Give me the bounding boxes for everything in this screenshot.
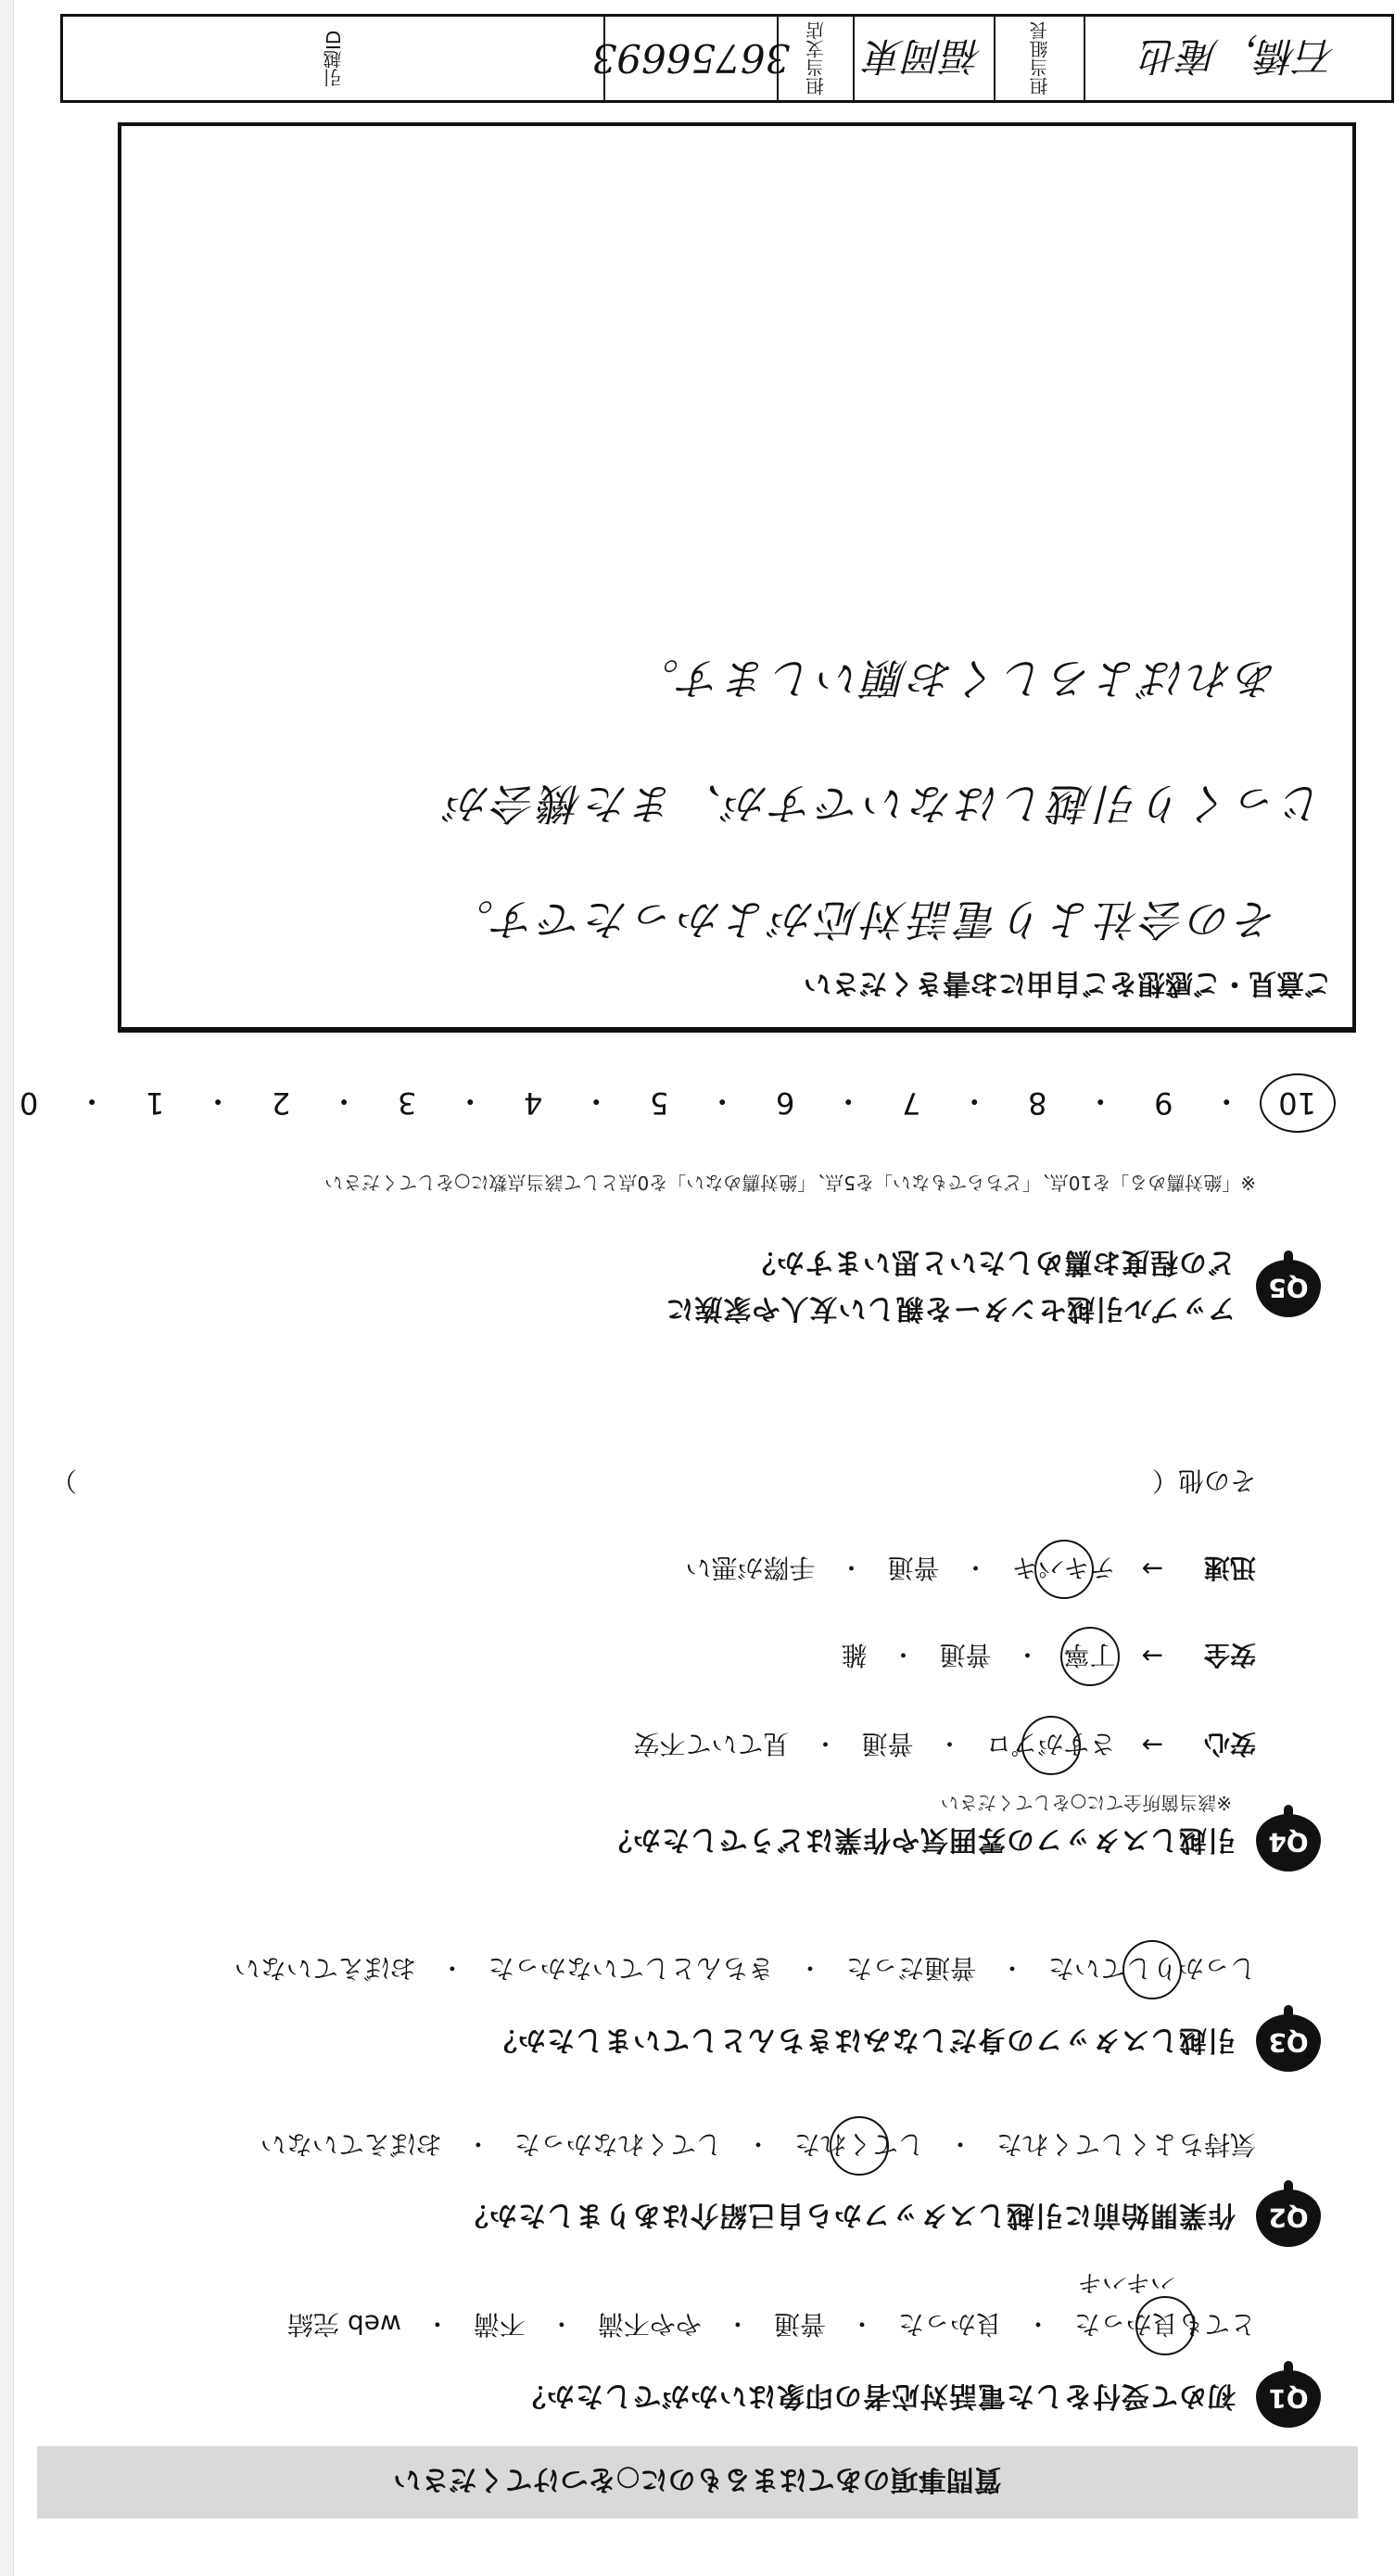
q4-badge-icon [1256, 1814, 1321, 1872]
q4-row-option: 手際が悪い [685, 1553, 816, 1583]
q1-option-0: とても良かった [1074, 2307, 1256, 2344]
q3-header [488, 2014, 1321, 2072]
comment-line-3: あればよろしくお願いします。 [632, 654, 1278, 704]
q2-badge: Q2 [1268, 2202, 1309, 2234]
q3-option-2: きちんとしていなかった [488, 1953, 774, 1984]
q5-badge: Q5 [1268, 1273, 1309, 1304]
q2-options: 気持ちよくしてくれた ・ してくれた ・ してくれなかった ・ おぼえていない [260, 2127, 1256, 2164]
q4-row-option: 普通 [861, 1729, 914, 1759]
score-4: 4 [524, 1085, 543, 1121]
id-value: 36756693 [591, 35, 791, 82]
q1-option-2: 普通 [773, 2309, 826, 2340]
q4-other-label: その他（ [1151, 1466, 1256, 1496]
q5-question [666, 1245, 1236, 1332]
q1-option-4: 不満 [473, 2309, 526, 2340]
q5-score-scale: 10 ・ 9 ・ 8 ・ 7 ・ 6 ・ 5 ・ 4 ・ 3 ・ 2 ・ 1 ・ 0 [19, 1084, 1316, 1121]
q5-note: ※「絶対薦める」を10点、「どちらでもない」を5点、「絶対薦めない」を0点として該当点数に○をしてください [324, 1172, 1256, 1194]
q3-badge: Q3 [1268, 2027, 1309, 2059]
q3-option-1: 普通だった [845, 1953, 976, 1984]
q3-question: 引越しスタッフの身だしなみはきちんとしていましたか？ [488, 2024, 1236, 2056]
q5-badge-icon [1256, 1260, 1321, 1317]
arrow-icon: → [1141, 1730, 1163, 1761]
q3-badge-icon [1256, 2014, 1321, 2072]
q4-badge: Q4 [1268, 1827, 1309, 1859]
q4-row-label: 安全 [1203, 1640, 1256, 1670]
id-label: 引越ID [323, 30, 345, 87]
score-0: 0 [19, 1085, 39, 1121]
q2-option-3: おぼえていない [260, 2129, 442, 2160]
staff-value-cell [1084, 17, 1391, 100]
comment-line-1: その会社より電話対応がよかったです。 [447, 895, 1278, 945]
comment-title: ご意見・ご感想をご自由にお書きください [804, 967, 1332, 999]
q1-header [517, 2370, 1321, 2428]
score-8: 8 [1028, 1085, 1047, 1121]
q5-question-line2: どの程度お薦めしたいと思いますか？ [747, 1246, 1236, 1278]
q3-options: しっかりしていた ・ 普通だった ・ きちんとしていなかった ・ おぼえていない [235, 1951, 1256, 1988]
q4-other-close: ） [51, 1466, 78, 1496]
branch-label: 担当支店 [805, 21, 828, 95]
q4-note: ※該当箇所全てに○をしてください [940, 1792, 1232, 1814]
q4-row-jinsoku: 迅速 → テキパキ ・ 普通 ・ 手際が悪い [685, 1551, 1256, 1588]
staff-value: 石橋，庵也 [1141, 33, 1337, 79]
q1-option-1: 良かった [897, 2309, 1002, 2340]
instruction-banner [37, 2446, 1358, 2519]
q4-row-label: 迅速 [1203, 1553, 1256, 1583]
score-7: 7 [902, 1085, 921, 1121]
paper-edge [0, 0, 14, 2576]
comment-box [118, 122, 1356, 1033]
arrow-icon: → [1141, 1641, 1163, 1672]
score-9: 9 [1154, 1085, 1173, 1121]
banner-text: 質問事項のあてはまるものに○をつけてください [393, 2463, 1002, 2495]
score-1: 1 [145, 1085, 165, 1121]
q1-handwritten-note: ハキハキ [1079, 2268, 1176, 2296]
id-value-cell [591, 17, 791, 100]
branch-value-cell [853, 17, 994, 100]
q4-row-option: 丁寧 [1064, 1638, 1116, 1675]
branch-value: 福岡東 [866, 33, 983, 79]
q2-option-0: 気持ちよくしてくれた [996, 2129, 1256, 2160]
score-5: 5 [650, 1085, 669, 1121]
staff-info-table [60, 14, 1394, 103]
score-6: 6 [776, 1085, 795, 1121]
q1-option-3: やや不満 [597, 2309, 702, 2340]
q1-option-5: web 完結 [287, 2309, 401, 2340]
q5-header [666, 1245, 1322, 1332]
q1-badge: Q1 [1268, 2383, 1309, 2415]
id-label-cell [63, 17, 603, 100]
q4-row-label: 安心 [1203, 1729, 1256, 1759]
comment-line-2: じっくり引越しはないですが、また機会が [444, 779, 1325, 829]
q2-option-1: してくれた [794, 2127, 924, 2164]
q2-header [460, 2189, 1321, 2247]
q4-row-anshin: 安心 → さすがプロ ・ 普通 ・ 見ていて不安 [633, 1727, 1256, 1764]
q1-badge-icon [1256, 2370, 1321, 2428]
q4-row-option: 見ていて不安 [633, 1729, 790, 1759]
score-2: 2 [271, 1085, 291, 1121]
q4-row-option: 雑 [841, 1640, 868, 1670]
q4-row-option: さすがプロ [986, 1727, 1116, 1764]
q1-options: とても良かった ・ 良かった ・ 普通 ・ やや不満 ・ 不満 ・ web 完結 [287, 2307, 1256, 2344]
staff-label: 担当組長 [1029, 21, 1051, 95]
score-3: 3 [398, 1085, 417, 1121]
arrow-icon: → [1141, 1554, 1163, 1585]
q2-question: 作業開始前に引越しスタッフから自己紹介はありましたか？ [460, 2199, 1236, 2231]
q4-row-option: テキパキ [1012, 1551, 1116, 1588]
q3-option-3: おぼえていない [234, 1953, 416, 1984]
q4-row-anzen: 安全 → 丁寧 ・ 普通 ・ 雑 [841, 1638, 1256, 1675]
score-10: 10 [1278, 1085, 1316, 1121]
q4-question: 引越しスタッフの雰囲気や作業はどうでしたか？ [603, 1823, 1236, 1856]
q2-option-2: してくれなかった [514, 2129, 722, 2160]
q1-question: 初めて受付をした電話対応者の印象はいかがでしたか？ [517, 2379, 1236, 2412]
q2-badge-icon [1256, 2189, 1321, 2247]
staff-label-cell [994, 17, 1084, 100]
q3-option-0: しっかりしていた [1048, 1951, 1256, 1988]
q5-question-line1: アップル引越センターを親しい友人や家族に [665, 1292, 1236, 1325]
q4-row-option: 普通 [939, 1640, 992, 1670]
q4-row-option: 普通 [887, 1553, 940, 1583]
q4-other [51, 1464, 1256, 1501]
q4-header [603, 1814, 1321, 1872]
